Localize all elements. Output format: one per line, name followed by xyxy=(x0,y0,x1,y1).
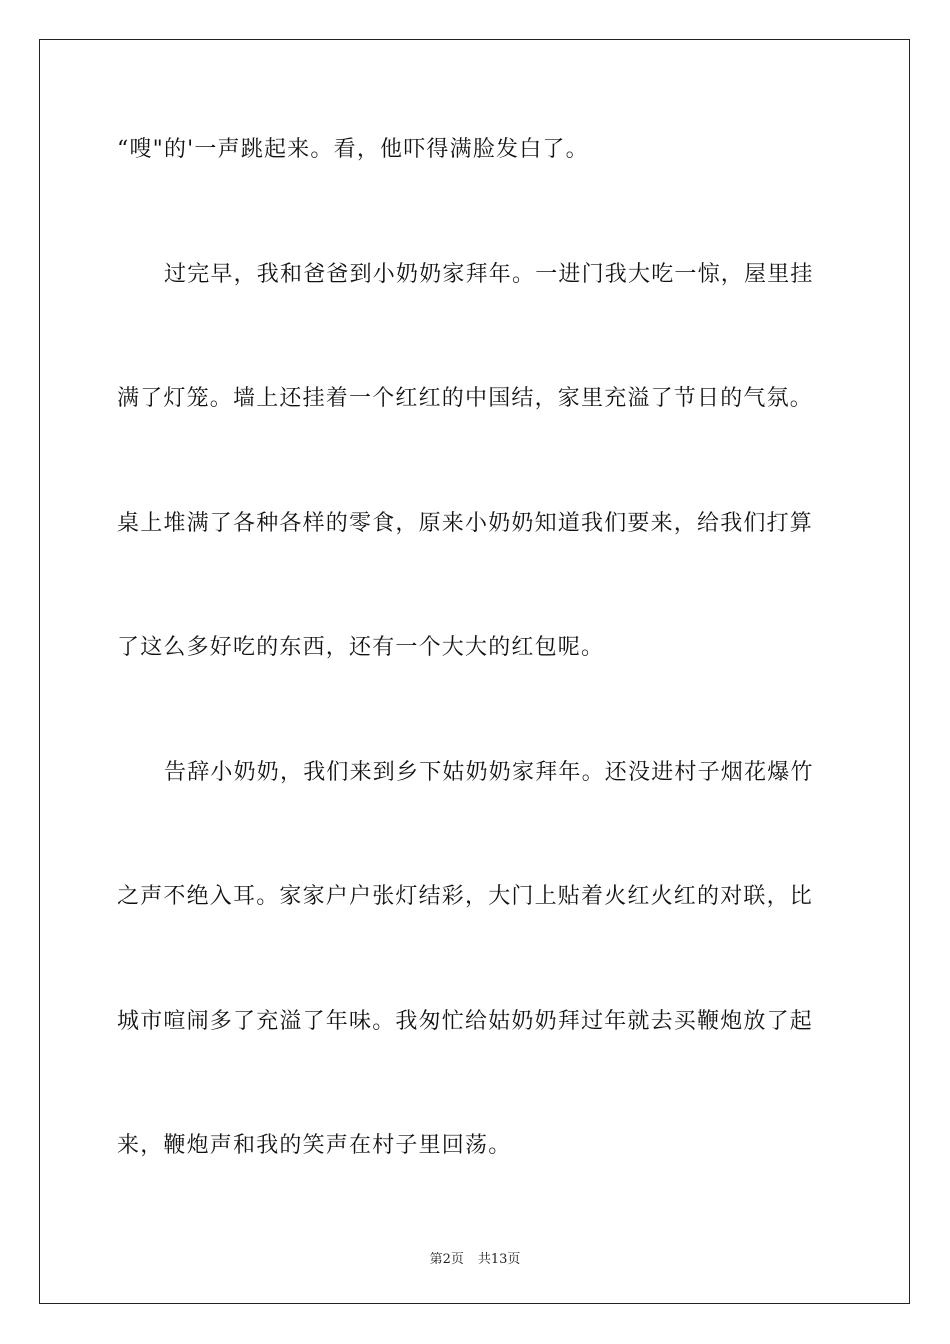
text-line-7: 之声不绝入耳。家家户户张灯结彩，大门上贴着火红火红的对联，比 xyxy=(117,884,814,909)
text-line-9: 来，鞭炮声和我的笑声在村子里回荡。 xyxy=(117,1133,512,1158)
page-total: 共13页 xyxy=(477,1252,521,1267)
text-line-6: 告辞小奶奶，我们来到乡下姑奶奶家拜年。还没进村子烟花爆竹 xyxy=(164,760,814,785)
text-line-3: 满了灯笼。墙上还挂着一个红红的中国结，家里充溢了节日的气氛。 xyxy=(117,386,814,411)
text-line-1: “嗖"的'一声跳起来。看，他吓得满脸发白了。 xyxy=(117,137,589,162)
text-line-2: 过完早，我和爸爸到小奶奶家拜年。一进门我大吃一惊，屋里挂 xyxy=(164,262,814,287)
page-border xyxy=(39,39,910,1304)
text-line-4: 桌上堆满了各种各样的零食，原来小奶奶知道我们要来，给我们打算 xyxy=(117,511,814,536)
text-line-8: 城市喧闹多了充溢了年味。我匆忙给姑奶奶拜过年就去买鞭炮放了起 xyxy=(117,1009,814,1034)
page-footer xyxy=(0,1248,950,1267)
text-line-5: 了这么多好吃的东西，还有一个大大的红包呢。 xyxy=(117,635,605,660)
page-number: 第2页 xyxy=(429,1252,464,1267)
